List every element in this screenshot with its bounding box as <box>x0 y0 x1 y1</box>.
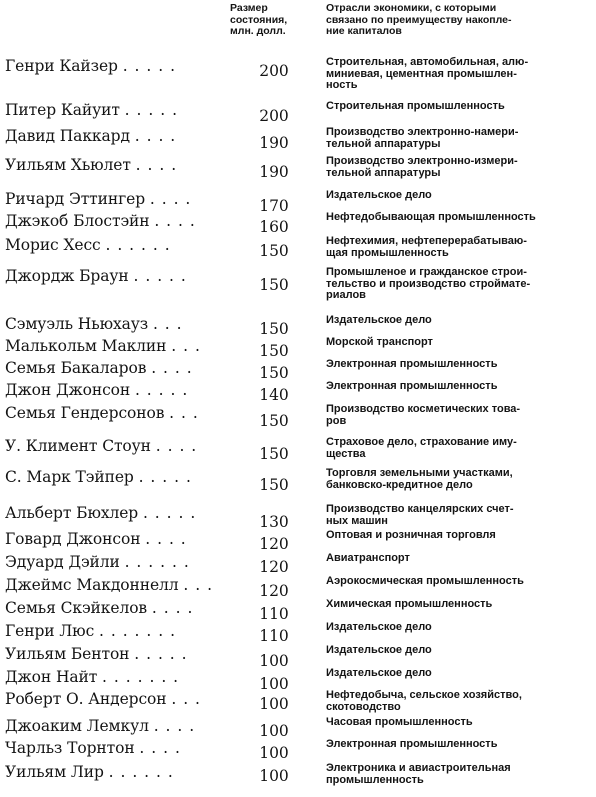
sector-line: Электронная промышленность <box>326 738 498 750</box>
fortune-value: 100 <box>259 722 289 740</box>
sector-line: Часовая промышленность <box>326 716 473 728</box>
sector-line: Нефтедобывающая промышленность <box>326 211 536 223</box>
leader-dots: . . . <box>152 315 183 333</box>
fortune-value: 140 <box>259 386 289 404</box>
economic-sector <box>326 645 592 657</box>
fortune-value: 190 <box>259 163 289 181</box>
person-name <box>5 689 201 709</box>
column-header-fortune-size: Размер состояния, млн. долл. <box>230 2 288 37</box>
fortune-value: 120 <box>259 558 289 576</box>
person-name <box>5 467 192 487</box>
sector-line: миниевая, цементная промышлен- <box>326 67 517 80</box>
person-name-text: Джон Джонсон <box>5 381 131 399</box>
person-name <box>5 436 197 456</box>
fortune-value: 150 <box>259 276 289 294</box>
sector-line: Издательское дело <box>326 667 432 679</box>
person-name-text: Уильям Хьюлет <box>5 156 131 174</box>
sector-line: тельство и производство строймате- <box>326 277 531 290</box>
person-name-text: Ричард Эттингер <box>5 190 146 208</box>
economic-sector <box>326 337 592 349</box>
person-name <box>5 598 193 618</box>
person-name-text: Джордж Браун <box>5 267 129 285</box>
economic-sector <box>326 437 592 460</box>
economic-sector <box>326 156 592 179</box>
sector-line: скотоводство <box>326 700 401 713</box>
leader-dots: . . . . <box>154 212 196 230</box>
person-name <box>5 336 201 356</box>
leader-dots: . . . . . <box>124 101 179 119</box>
sector-line: Торговля земельными участками, <box>326 467 513 479</box>
leader-dots: . . . . . <box>134 381 189 399</box>
fortune-value: 200 <box>259 107 289 125</box>
leader-dots: . . . . . <box>138 468 192 486</box>
sector-line: ных машин <box>326 514 388 527</box>
sector-line: риалов <box>326 289 366 301</box>
economic-sector <box>326 690 592 713</box>
column-header-economic-sectors: Отрасли экономики, с которыми связано по преимуществу накопле- ние капиталов <box>326 2 512 37</box>
person-name-text: Семья Скэйкелов <box>5 599 148 617</box>
fortune-value: 200 <box>259 62 289 80</box>
sector-line: Издательское дело <box>326 644 432 656</box>
person-name <box>5 667 179 687</box>
fortune-value: 150 <box>259 320 289 338</box>
leader-dots: . . . . . <box>133 267 187 285</box>
sector-line: щества <box>326 447 366 460</box>
sector-line: Оптовая и розничная торговля <box>326 529 496 541</box>
leader-dots: . . . . . . . <box>98 622 177 640</box>
leader-dots: . . . . . <box>142 504 197 522</box>
person-name <box>5 529 187 549</box>
leader-dots: . . . . . . <box>124 553 190 571</box>
leader-dots: . . . . . <box>122 57 177 75</box>
sector-line: Издательское дело <box>326 189 432 201</box>
economic-sector <box>326 57 592 92</box>
fortune-value: 190 <box>259 134 289 152</box>
leader-dots: . . . . <box>139 739 181 757</box>
leader-dots: . . . . <box>135 156 178 174</box>
sector-line: Производство канцелярских счет- <box>326 503 514 515</box>
economic-sector <box>326 212 592 224</box>
leader-dots: . . . . <box>155 437 198 455</box>
person-name-text: Малькольм Маклин <box>5 337 167 355</box>
person-name-text: Семья Гендерсонов <box>5 404 165 422</box>
person-name-text: Говард Джонсон <box>5 530 141 548</box>
leader-dots: . . . . <box>134 127 177 145</box>
person-name <box>5 644 188 664</box>
economic-sector <box>326 381 592 393</box>
economic-sector <box>326 468 592 491</box>
fortune-value: 150 <box>259 445 289 463</box>
person-name <box>5 503 196 523</box>
person-name <box>5 552 190 572</box>
person-name <box>5 266 187 286</box>
person-name <box>5 100 178 120</box>
economic-sector <box>326 739 592 751</box>
person-name <box>5 380 188 400</box>
person-name-text: Джеймс Макдоннелл <box>5 576 179 594</box>
person-name-text: Джоаким Лемкул <box>5 717 149 735</box>
person-name-text: Роберт О. Андерсон <box>5 690 167 708</box>
sector-line: ность <box>326 79 358 91</box>
economic-sector <box>326 101 592 113</box>
leader-dots: . . . . . . <box>105 236 171 254</box>
person-name <box>5 575 213 595</box>
economic-sector <box>326 576 592 588</box>
person-name <box>5 314 183 334</box>
sector-line: Издательское дело <box>326 314 432 326</box>
fortune-value: 170 <box>259 197 289 215</box>
fortune-value: 100 <box>259 767 289 785</box>
leader-dots: . . . <box>171 690 201 708</box>
person-name-text: Питер Кайуит <box>5 101 120 119</box>
sector-line: Издательское дело <box>326 621 432 633</box>
economic-sector <box>326 190 592 202</box>
economic-sector <box>326 717 592 729</box>
fortune-value: 150 <box>259 342 289 360</box>
person-name <box>5 358 193 378</box>
economic-sector <box>326 359 592 371</box>
person-name-text: Уильям Лир <box>5 763 104 781</box>
sector-line: промышленность <box>326 773 424 786</box>
sector-line: Производство электронно-намери- <box>326 126 519 138</box>
leader-dots: . . . <box>183 576 213 594</box>
leader-dots: . . . . . . . <box>102 668 180 686</box>
economic-sector <box>326 763 592 786</box>
sector-line: Нефтехимия, нефтеперерабатываю- <box>326 235 527 247</box>
fortune-value: 160 <box>259 218 289 236</box>
sector-line: Электронная промышленность <box>326 380 498 392</box>
leader-dots: . . . . . . <box>108 763 174 781</box>
fortune-value: 100 <box>259 695 289 713</box>
person-name <box>5 56 176 76</box>
fortune-value: 110 <box>259 627 289 645</box>
sector-line: Аэрокосмическая промышленность <box>326 575 524 587</box>
person-name <box>5 211 196 231</box>
sector-line: банковско-кредитное дело <box>326 478 473 491</box>
fortune-value: 120 <box>259 535 289 553</box>
leader-dots: . . . <box>171 337 201 355</box>
leader-dots: . . . . . <box>134 645 188 663</box>
fortune-value: 150 <box>259 242 289 260</box>
person-name-text: У. Климент Стоун <box>5 437 151 455</box>
person-name-text: Чарльз Торнтон <box>5 739 135 757</box>
economic-sector <box>326 404 592 427</box>
sector-line: Электроника и авиастроительная <box>326 762 511 774</box>
fortune-value: 100 <box>259 652 289 670</box>
sector-line: тельной аппаратуры <box>326 137 441 150</box>
person-name-text: Генри Кайзер <box>5 57 118 75</box>
sector-line: Электронная промышленность <box>326 358 498 370</box>
economic-sector <box>326 267 592 302</box>
sector-line: Страховое дело, страхование иму- <box>326 436 517 448</box>
economic-sector <box>326 622 592 634</box>
economic-sector <box>326 553 592 565</box>
person-name-text: Морис Хесс <box>5 236 101 254</box>
leader-dots: . . . . <box>145 530 187 548</box>
person-name-text: Семья Бакаларов <box>5 359 147 377</box>
person-name <box>5 738 181 758</box>
person-name <box>5 235 171 255</box>
economic-sector <box>326 668 592 680</box>
person-name <box>5 621 176 641</box>
person-name-text: С. Марк Тэйпер <box>5 468 134 486</box>
person-name <box>5 126 176 146</box>
leader-dots: . . . . <box>151 599 194 617</box>
economic-sector <box>326 530 592 542</box>
fortune-value: 150 <box>259 476 289 494</box>
sector-line: Авиатранспорт <box>326 552 410 564</box>
fortune-value: 150 <box>259 364 289 382</box>
person-name <box>5 716 195 736</box>
sector-line: щая промышленность <box>326 246 449 259</box>
economic-sector <box>326 599 592 611</box>
fortune-value: 120 <box>259 582 289 600</box>
fortune-value: 150 <box>259 412 289 430</box>
sector-line: Нефтедобыча, сельское хозяйство, <box>326 689 522 701</box>
person-name <box>5 403 199 423</box>
leader-dots: . . . <box>169 404 199 422</box>
person-name-text: Сэмуэль Ньюхауз <box>5 315 149 333</box>
person-name-text: Джэкоб Блостэйн <box>5 212 150 230</box>
fortune-value: 100 <box>259 744 289 762</box>
economic-sector <box>326 504 592 527</box>
sector-line: Производство косметических това- <box>326 403 521 415</box>
fortune-value: 100 <box>259 675 289 693</box>
person-name-text: Эдуард Дэйли <box>5 553 120 571</box>
person-name-text: Генри Люс <box>5 622 95 640</box>
person-name-text: Джон Найт <box>5 668 98 686</box>
leader-dots: . . . . <box>149 190 192 208</box>
sector-line: тельной аппаратуры <box>326 166 441 179</box>
sector-line: Строительная, автомобильная, алю- <box>326 56 529 68</box>
sector-line: Производство электронно-измери- <box>326 155 518 167</box>
person-name <box>5 189 191 209</box>
person-name <box>5 155 177 175</box>
sector-line: Промышленое и гражданское строи- <box>326 266 527 278</box>
fortune-value: 110 <box>259 605 289 623</box>
person-name <box>5 762 174 782</box>
person-name-text: Уильям Бентон <box>5 645 130 663</box>
economic-sector <box>326 127 592 150</box>
economic-sector <box>326 236 592 259</box>
leader-dots: . . . . <box>151 359 193 377</box>
sector-line: Строительная промышленность <box>326 100 505 112</box>
leader-dots: . . . . <box>153 717 196 735</box>
economic-sector <box>326 315 592 327</box>
fortune-value: 130 <box>259 513 289 531</box>
sector-line: Морской транспорт <box>326 336 433 348</box>
sector-line: Химическая промышленность <box>326 598 493 610</box>
sector-line: ров <box>326 414 347 427</box>
person-name-text: Давид Паккард <box>5 127 130 145</box>
person-name-text: Альберт Бюхлер <box>5 504 139 522</box>
